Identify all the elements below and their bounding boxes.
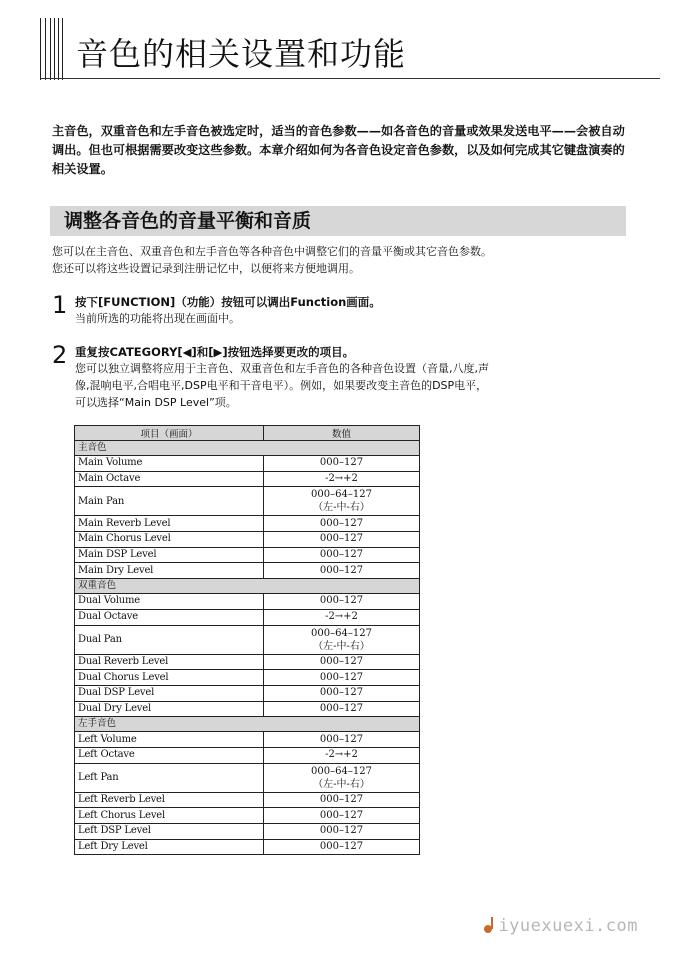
- parameter-range-cell: [264, 839, 420, 855]
- parameter-range-cell: [264, 654, 420, 670]
- table-row: [75, 532, 420, 548]
- parameter-range: 000–127: [319, 841, 364, 853]
- group-label: 双重音色: [75, 579, 420, 594]
- intro-paragraph: 主音色，双重音色和左手音色被选定时，适当的音色参数——如各音色的音量或效果发送电平——会被自动调出。但也可根据需要改变这些参数。本章介绍如何为各音色设定音色参数，以及如何完成其它键盘演奏的相关设置。: [52, 124, 625, 176]
- parameter-range: -2→+2: [325, 611, 358, 623]
- parameter-name: Dual Reverb Level: [75, 654, 264, 670]
- table-row: [75, 654, 420, 670]
- section-body: 您可以在主音色、双重音色和左手音色等各种音色中调整它们的音量平衡或其它音色参数。您还可以将这些设置记录到注册记忆中，以便将来方便地调用。: [52, 245, 492, 275]
- parameter-range-cell: [264, 547, 420, 563]
- table-group-row: [75, 717, 420, 732]
- step-description: 您可以独立调整将应用于主音色、双重音色和左手音色的各种音色设置（音量,八度,声像,混响电平,合唱电平,DSP电平和干音电平）。例如，如果要改变主音色的DSP电平，可以选择“Main DSP Level”项。: [75, 362, 489, 409]
- step-number: 2: [52, 341, 68, 369]
- parameter-name: Dual Octave: [75, 609, 264, 625]
- parameter-range-cell: [264, 563, 420, 579]
- table-group-row: [75, 579, 420, 594]
- parameter-name: Dual Volume: [75, 594, 264, 610]
- parameter-range: 000–127: [319, 655, 364, 667]
- parameter-range: 000–127: [319, 702, 364, 714]
- table-row: [75, 685, 420, 701]
- parameter-range-note: （左-中-右）: [313, 778, 370, 790]
- page-title: 音色的相关设置和功能: [76, 35, 407, 73]
- parameter-range: -2→+2: [325, 749, 358, 761]
- parameter-range: 000–127: [319, 671, 364, 683]
- table-row: [75, 808, 420, 824]
- column-header-item: 项目（画面）: [75, 426, 264, 441]
- parameter-range-cell: [264, 824, 420, 840]
- parameter-range-cell: [264, 594, 420, 610]
- parameter-range-cell: [264, 670, 420, 686]
- parameter-range: 000–64–127: [311, 489, 372, 501]
- group-label: 主音色: [75, 441, 420, 456]
- step-number: 1: [52, 291, 68, 319]
- table-row: [75, 625, 420, 654]
- section-header: [50, 206, 626, 236]
- step-heading: 重复按CATEGORY[◀]和[▶]按钮选择要更改的项目。: [75, 345, 355, 359]
- parameter-range: -2→+2: [325, 473, 358, 485]
- parameter-range-cell: [264, 609, 420, 625]
- parameter-range-cell: [264, 487, 420, 516]
- table-row: [75, 563, 420, 579]
- watermark: [483, 916, 638, 936]
- parameter-range: 000–127: [319, 564, 364, 576]
- table-row: [75, 732, 420, 748]
- table-group-row: [75, 441, 420, 456]
- parameter-range: 000–64–127: [311, 627, 372, 639]
- parameter-range: 000–127: [319, 533, 364, 545]
- group-label: 左手音色: [75, 717, 420, 732]
- table-row: [75, 763, 420, 792]
- table-row: [75, 516, 420, 532]
- table-header-row: [75, 426, 420, 441]
- parameter-name: Left Volume: [75, 732, 264, 748]
- parameter-name: Left Chorus Level: [75, 808, 264, 824]
- parameter-range-note: （左-中-右）: [313, 502, 370, 514]
- table-row: [75, 839, 420, 855]
- header-decoration-bars: [40, 18, 70, 80]
- watermark-text: iyuexuexi.com: [498, 916, 638, 936]
- parameter-name: Main Volume: [75, 456, 264, 472]
- parameter-range-cell: [264, 625, 420, 654]
- table-row: [75, 792, 420, 808]
- parameter-range-cell: [264, 808, 420, 824]
- parameter-range-note: （左-中-右）: [313, 640, 370, 652]
- parameter-name: Left DSP Level: [75, 824, 264, 840]
- parameter-range-cell: [264, 763, 420, 792]
- table-row: [75, 547, 420, 563]
- parameter-name: Main DSP Level: [75, 547, 264, 563]
- table-row: [75, 594, 420, 610]
- step-heading: 按下[FUNCTION]（功能）按钮可以调出Function画面。: [75, 295, 381, 309]
- parameter-name: Main Pan: [75, 487, 264, 516]
- parameter-name: Dual Dry Level: [75, 701, 264, 717]
- table-body: [75, 441, 420, 855]
- parameter-range-cell: [264, 685, 420, 701]
- parameter-name: Main Chorus Level: [75, 532, 264, 548]
- parameter-range: 000–127: [319, 549, 364, 561]
- music-note-icon: [483, 916, 497, 934]
- table-row: [75, 471, 420, 487]
- parameter-range: 000–127: [319, 809, 364, 821]
- parameter-range: 000–127: [319, 517, 364, 529]
- table-row: [75, 701, 420, 717]
- parameter-range-cell: [264, 471, 420, 487]
- table-row: [75, 670, 420, 686]
- column-header-value: 数值: [264, 426, 420, 441]
- parameter-range-cell: [264, 792, 420, 808]
- parameter-range: 000–127: [319, 793, 364, 805]
- parameter-range-cell: [264, 747, 420, 763]
- parameter-range: 000–64–127: [311, 765, 372, 777]
- step-2: [52, 341, 489, 412]
- header-rule: [40, 78, 660, 79]
- table-row: [75, 456, 420, 472]
- parameter-name: Left Pan: [75, 763, 264, 792]
- table-row: [75, 747, 420, 763]
- step-1: [52, 292, 482, 332]
- table-row: [75, 487, 420, 516]
- parameter-name: Main Octave: [75, 471, 264, 487]
- parameter-name: Left Octave: [75, 747, 264, 763]
- parameter-range-cell: [264, 532, 420, 548]
- parameter-name: Dual Pan: [75, 625, 264, 654]
- table-row: [75, 824, 420, 840]
- parameter-range: 000–127: [319, 595, 364, 607]
- parameter-range: 000–127: [319, 457, 364, 469]
- table-row: [75, 609, 420, 625]
- parameter-table: [74, 425, 420, 855]
- parameter-name: Dual DSP Level: [75, 685, 264, 701]
- parameter-name: Main Reverb Level: [75, 516, 264, 532]
- parameter-name: Main Dry Level: [75, 563, 264, 579]
- section-title: 调整各音色的音量平衡和音质: [64, 210, 312, 232]
- parameter-range-cell: [264, 516, 420, 532]
- parameter-name: Left Dry Level: [75, 839, 264, 855]
- parameter-range: 000–127: [319, 825, 364, 837]
- parameter-name: Dual Chorus Level: [75, 670, 264, 686]
- parameter-range-cell: [264, 456, 420, 472]
- parameter-range-cell: [264, 701, 420, 717]
- parameter-range: 000–127: [319, 687, 364, 699]
- parameter-range-cell: [264, 732, 420, 748]
- parameter-range: 000–127: [319, 733, 364, 745]
- parameter-name: Left Reverb Level: [75, 792, 264, 808]
- step-description: 当前所选的功能将出现在画面中。: [75, 312, 240, 325]
